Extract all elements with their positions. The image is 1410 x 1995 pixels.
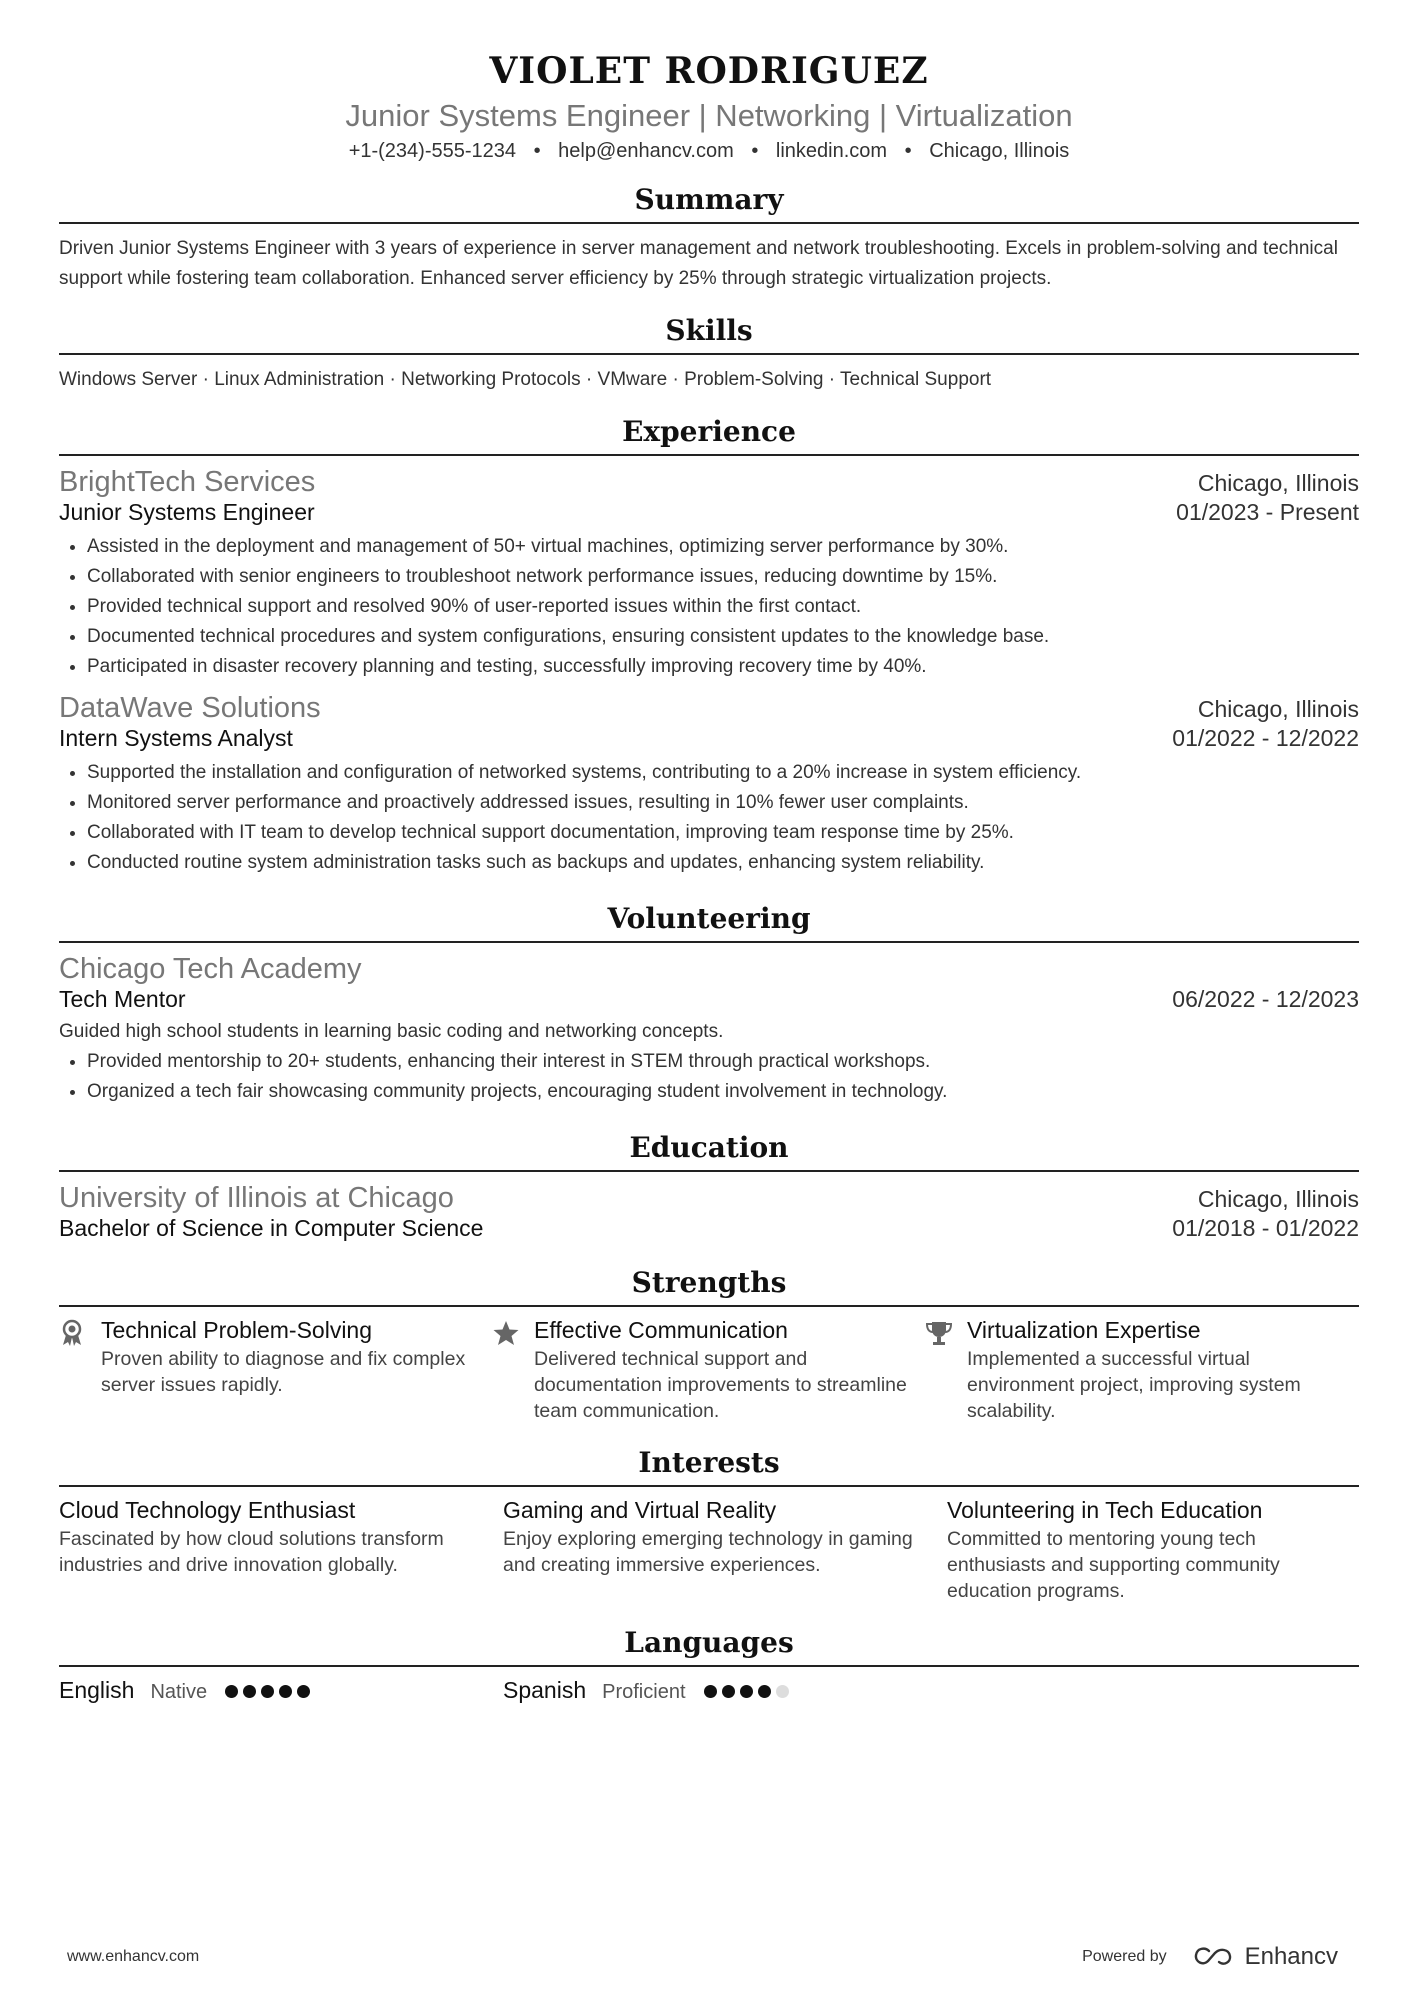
volunteer-description: Guided high school students in learning basic coding and networking concepts. xyxy=(59,1021,724,1042)
language-item xyxy=(503,1677,794,1704)
rating-dot-filled xyxy=(243,1685,256,1698)
location: Chicago, Illinois xyxy=(929,140,1070,162)
resume-page xyxy=(59,0,1359,1704)
separator: • xyxy=(904,140,912,162)
job-role: Intern Systems Analyst xyxy=(59,725,293,751)
language-level: Proficient xyxy=(602,1681,686,1703)
strength-desc: Delivered technical support and documentation improvements to streamline team communication. xyxy=(534,1348,907,1422)
footer-site-link[interactable]: www.enhancv.com xyxy=(67,1948,200,1965)
job-dates: 01/2023 - Present xyxy=(1176,499,1359,525)
volunteer-bullets xyxy=(59,1047,1359,1107)
interest-item xyxy=(59,1497,503,1604)
job-entry xyxy=(59,692,1359,878)
bullet: • Collaborated with senior engineers to troubleshoot network performance issues, reducing downtime by 15%. xyxy=(87,562,1359,592)
section-title: Education xyxy=(59,1131,1359,1172)
interest-desc: Fascinated by how cloud solutions transform industries and drive innovation globally. xyxy=(59,1528,444,1576)
candidate-title: Junior Systems Engineer | Networking | Virtualization xyxy=(345,98,1073,133)
rating-dot-empty xyxy=(776,1685,789,1698)
job-bullets xyxy=(59,532,1359,682)
enhancv-logo-icon xyxy=(1193,1946,1235,1968)
language-level: Native xyxy=(150,1681,208,1703)
volunteer-org: Chicago Tech Academy xyxy=(59,953,362,985)
award-icon xyxy=(59,1317,101,1424)
rating-dot-filled xyxy=(704,1685,717,1698)
candidate-name: VIOLET RODRIGUEZ xyxy=(489,50,929,92)
separator: • xyxy=(751,140,759,162)
section-title: Interests xyxy=(59,1446,1359,1487)
degree: Bachelor of Science in Computer Science xyxy=(59,1215,484,1241)
footer xyxy=(67,1943,1338,1971)
bullet: • Provided mentorship to 20+ students, enhancing their interest in STEM through practical workshops. xyxy=(87,1047,1359,1077)
interest-item xyxy=(503,1497,947,1604)
summary-section xyxy=(59,183,1359,294)
job-dates: 01/2022 - 12/2022 xyxy=(1172,725,1359,751)
language-rating xyxy=(225,1685,315,1703)
interest-item xyxy=(947,1497,1359,1604)
job-location: Chicago, Illinois xyxy=(1197,696,1359,722)
interest-desc: Committed to mentoring young tech enthusiasts and supporting community education programs. xyxy=(947,1528,1280,1602)
strength-item xyxy=(492,1317,925,1424)
company-name: BrightTech Services xyxy=(59,466,316,498)
school-location: Chicago, Illinois xyxy=(1197,1186,1359,1212)
strengths-section xyxy=(59,1266,1359,1424)
section-title: Languages xyxy=(59,1626,1359,1667)
linkedin-link[interactable]: linkedin.com xyxy=(775,140,888,162)
interest-title: Volunteering in Tech Education xyxy=(947,1497,1263,1523)
skills-section xyxy=(59,314,1359,395)
star-icon xyxy=(492,1317,534,1424)
volunteer-role: Tech Mentor xyxy=(59,986,186,1012)
strength-desc: Proven ability to diagnose and fix complex server issues rapidly. xyxy=(101,1348,466,1396)
rating-dot-filled xyxy=(261,1685,274,1698)
contact-line xyxy=(59,140,1359,163)
volunteer-dates: 06/2022 - 12/2023 xyxy=(1172,986,1359,1012)
volunteering-section xyxy=(59,902,1359,1107)
language-item xyxy=(59,1677,503,1704)
enhancv-brand[interactable]: Enhancv xyxy=(1244,1943,1338,1970)
language-rating xyxy=(704,1685,794,1703)
interest-title: Gaming and Virtual Reality xyxy=(503,1497,777,1523)
rating-dot-filled xyxy=(225,1685,238,1698)
resume-header xyxy=(59,50,1359,163)
interests-section xyxy=(59,1446,1359,1604)
skills-list: Windows Server · Linux Administration · Networking Protocols · VMware · Problem-Solving · Technical Support xyxy=(59,369,992,390)
job-location: Chicago, Illinois xyxy=(1197,470,1359,496)
trophy-icon xyxy=(925,1317,967,1424)
strength-title: Virtualization Expertise xyxy=(967,1317,1201,1343)
phone[interactable]: +1-(234)-555-1234 xyxy=(348,140,517,162)
bullet: • Participated in disaster recovery planning and testing, successfully improving recovery time by 40%. xyxy=(87,652,1359,682)
strength-item xyxy=(925,1317,1358,1424)
interest-title: Cloud Technology Enthusiast xyxy=(59,1497,356,1523)
bullet: • Assisted in the deployment and management of 50+ virtual machines, optimizing server performance by 30%. xyxy=(87,532,1359,562)
summary-text: Driven Junior Systems Engineer with 3 years of experience in server management and network troubleshooting. Excels in problem-solving and technical support while fostering team collaboration. Enhanced server efficiency by 25% through strategic virtualization projects. xyxy=(59,238,1338,289)
bullet: • Conducted routine system administration tasks such as backups and updates, enhancing system reliability. xyxy=(87,848,1359,878)
section-title: Volunteering xyxy=(59,902,1359,943)
languages-section xyxy=(59,1626,1359,1704)
bullet: • Supported the installation and configuration of networked systems, contributing to a 20% increase in system efficiency. xyxy=(87,758,1359,788)
job-entry xyxy=(59,466,1359,682)
strength-item xyxy=(59,1317,492,1424)
company-name: DataWave Solutions xyxy=(59,692,321,724)
section-title: Strengths xyxy=(59,1266,1359,1307)
strength-title: Effective Communication xyxy=(534,1317,788,1343)
school-name: University of Illinois at Chicago xyxy=(59,1182,454,1214)
section-title: Summary xyxy=(59,183,1359,224)
interest-desc: Enjoy exploring emerging technology in gaming and creating immersive experiences. xyxy=(503,1528,913,1576)
bullet: • Documented technical procedures and system configurations, ensuring consistent updates to the knowledge base. xyxy=(87,622,1359,652)
strength-desc: Implemented a successful virtual environment project, improving system scalability. xyxy=(967,1348,1301,1422)
bullet: • Monitored server performance and proactively addressed issues, resulting in 10% fewer user complaints. xyxy=(87,788,1359,818)
section-title: Experience xyxy=(59,415,1359,456)
bullet: • Collaborated with IT team to develop technical support documentation, improving team response time by 25%. xyxy=(87,818,1359,848)
job-bullets xyxy=(59,758,1359,878)
rating-dot-filled xyxy=(722,1685,735,1698)
rating-dot-filled xyxy=(279,1685,292,1698)
powered-by xyxy=(1082,1943,1338,1971)
email[interactable]: help@enhancv.com xyxy=(558,140,734,162)
education-section xyxy=(59,1131,1359,1242)
powered-by-label: Powered by xyxy=(1082,1948,1167,1965)
rating-dot-filled xyxy=(297,1685,310,1698)
bullet: • Organized a tech fair showcasing community projects, encouraging student involvement in technology. xyxy=(87,1077,1359,1107)
rating-dot-filled xyxy=(740,1685,753,1698)
language-name: English xyxy=(59,1677,135,1703)
strength-title: Technical Problem-Solving xyxy=(101,1317,373,1343)
section-title: Skills xyxy=(59,314,1359,355)
language-name: Spanish xyxy=(503,1677,587,1703)
experience-section xyxy=(59,415,1359,878)
rating-dot-filled xyxy=(758,1685,771,1698)
separator: • xyxy=(533,140,541,162)
education-dates: 01/2018 - 01/2022 xyxy=(1172,1215,1359,1241)
bullet: • Provided technical support and resolved 90% of user-reported issues within the first contact. xyxy=(87,592,1359,622)
job-role: Junior Systems Engineer xyxy=(59,499,315,525)
